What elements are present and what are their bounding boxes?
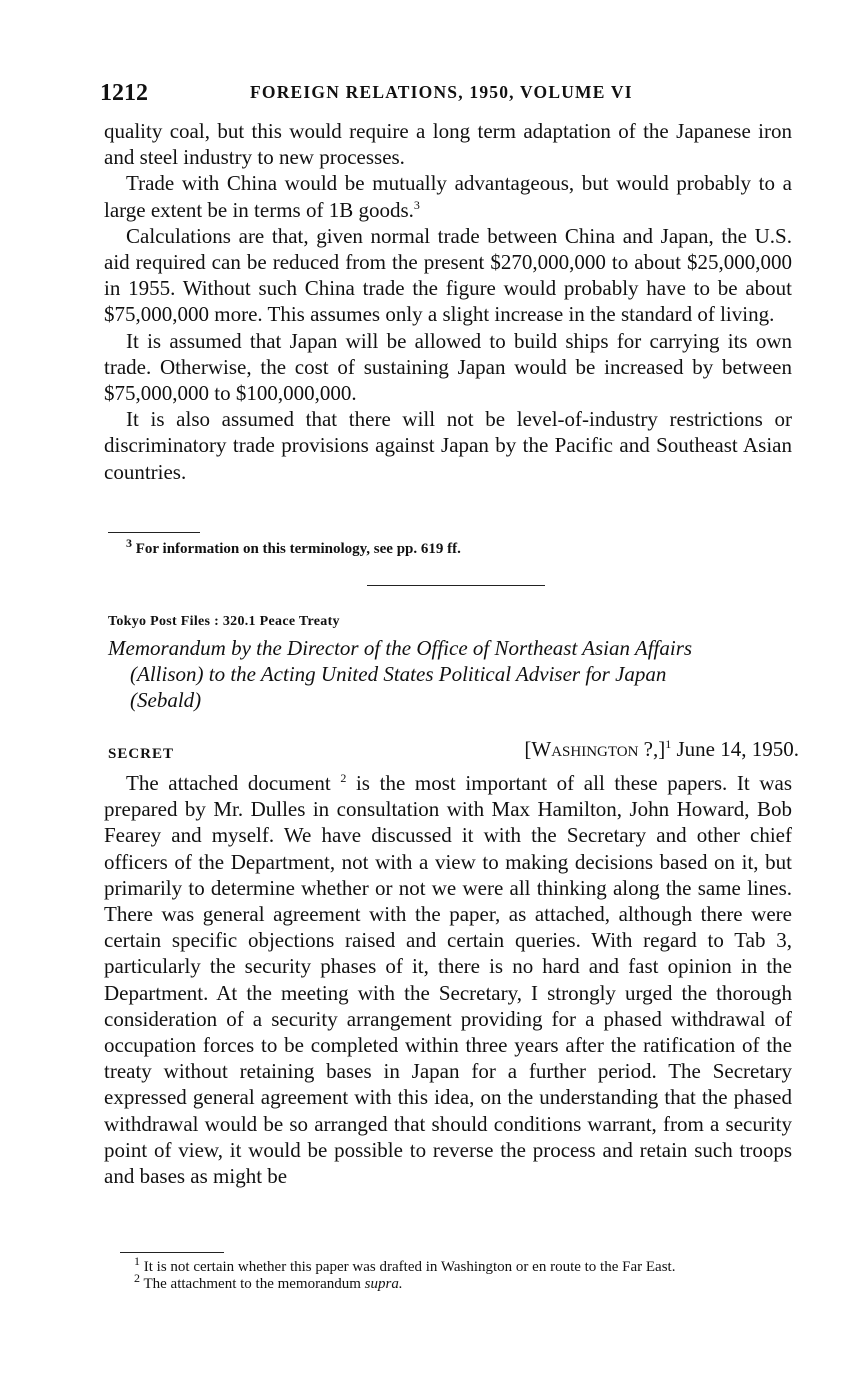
- footnote: [116, 1271, 802, 1293]
- paragraph-text: is the most important of all these papers. It was prepared by Mr. Dulles in consultation with Max Hamilton, John Howard, Bob Fearey and myself. We have discussed it with the Secretary and other chief officers of the Department, not with a view to making decisions based on it, but primarily to determine whether or not we were all thinking along the same lines. There was general agreement with the paper, as attached, although there were certain specific objections raised and certain queries. With regard to Tab 3, particularly the security phases of it, there is no hard and fast opinion in the Department. At the meeting with the Secretary, I strongly urged the thorough consideration of a security arrangement providing for a phased withdrawal of occupation forces to be completed within three years after the ratification of the treaty without retaining bases in Japan for a further period. The Secretary expressed general agreement with this idea, on the understanding that the phased withdrawal would be so arranged that should conditions warrant, from a security point of view, it would be possible to reverse the process and retain such troops and bases as might be: [104, 771, 792, 1189]
- footnote-rule: [108, 532, 200, 533]
- paragraph-text: Trade with China would be mutually advantageous, but would probably to a large extent be in terms of 1B goods.: [104, 171, 792, 222]
- page-number: 1212: [100, 80, 148, 106]
- paragraph: It is assumed that Japan will be allowed to build ships for carrying its own trade. Otherwise, the cost of sustaining Japan would be increased by between $75,000,000 to $100,000,000.: [104, 328, 792, 406]
- title-line: Memorandum by the Director of the Office of Northeast Asian Affairs: [108, 636, 693, 660]
- footnote-text: For information on this terminology, see pp. 619 ff.: [135, 541, 461, 557]
- footnote-italic: supra.: [364, 1276, 403, 1292]
- paragraph: quality coal, but this would require a long term adaptation of the Japanese iron and steel industry to new processes.: [104, 119, 792, 170]
- footnote-reference: 1: [665, 737, 672, 751]
- page-header: [100, 78, 800, 112]
- footnote-mark: 3: [126, 536, 132, 550]
- footnotes-top: [108, 536, 798, 558]
- dateline-date: June 14, 1950.: [676, 737, 799, 761]
- dateline: [524, 737, 799, 762]
- footnote-rule: [120, 1252, 224, 1253]
- classification: SECRET: [108, 746, 175, 762]
- running-title: FOREIGN RELATIONS, 1950, VOLUME VI: [250, 82, 633, 102]
- paragraph: It is also assumed that there will not be level-of-industry restrictions or discriminatory trade provisions against Japan by the Pacific and Southeast Asian countries.: [104, 407, 792, 484]
- title-line: (Allison) to the Acting United States Political Adviser for Japan: [130, 662, 667, 686]
- paragraph: [104, 770, 792, 1189]
- dateline-place: [Washington ?,]: [524, 737, 666, 761]
- footnote-mark: 2: [134, 1271, 140, 1285]
- footnote-mark: 1: [134, 1254, 140, 1268]
- memorandum-body: [104, 770, 792, 1189]
- footnote: [108, 536, 798, 558]
- document-title: [108, 635, 798, 713]
- footnote-text: The attachment to the memorandum: [143, 1276, 361, 1292]
- footnote-reference: 3: [413, 197, 420, 212]
- section-separator: [367, 585, 545, 586]
- footnote: [116, 1254, 802, 1276]
- paragraph-text: The attached document: [126, 771, 331, 795]
- continued-text: [104, 118, 792, 485]
- footnotes-bottom: [116, 1254, 802, 1293]
- title-line: (Sebald): [130, 688, 202, 712]
- footnote-text: It is not certain whether this paper was drafted in Washington or en route to the Far East.: [143, 1259, 676, 1275]
- footnote-reference: 2: [340, 771, 347, 785]
- paragraph: [104, 170, 792, 222]
- paragraph: Calculations are that, given normal trade between China and Japan, the U.S. aid required can be reduced from the present $270,000,000 to about $25,000,000 in 1955. Without such China trade the figure would probably have to be about $75,000,000 more. This assumes only a slight increase in the standard of living.: [104, 223, 792, 327]
- file-reference: Tokyo Post Files : 320.1 Peace Treaty: [108, 614, 340, 629]
